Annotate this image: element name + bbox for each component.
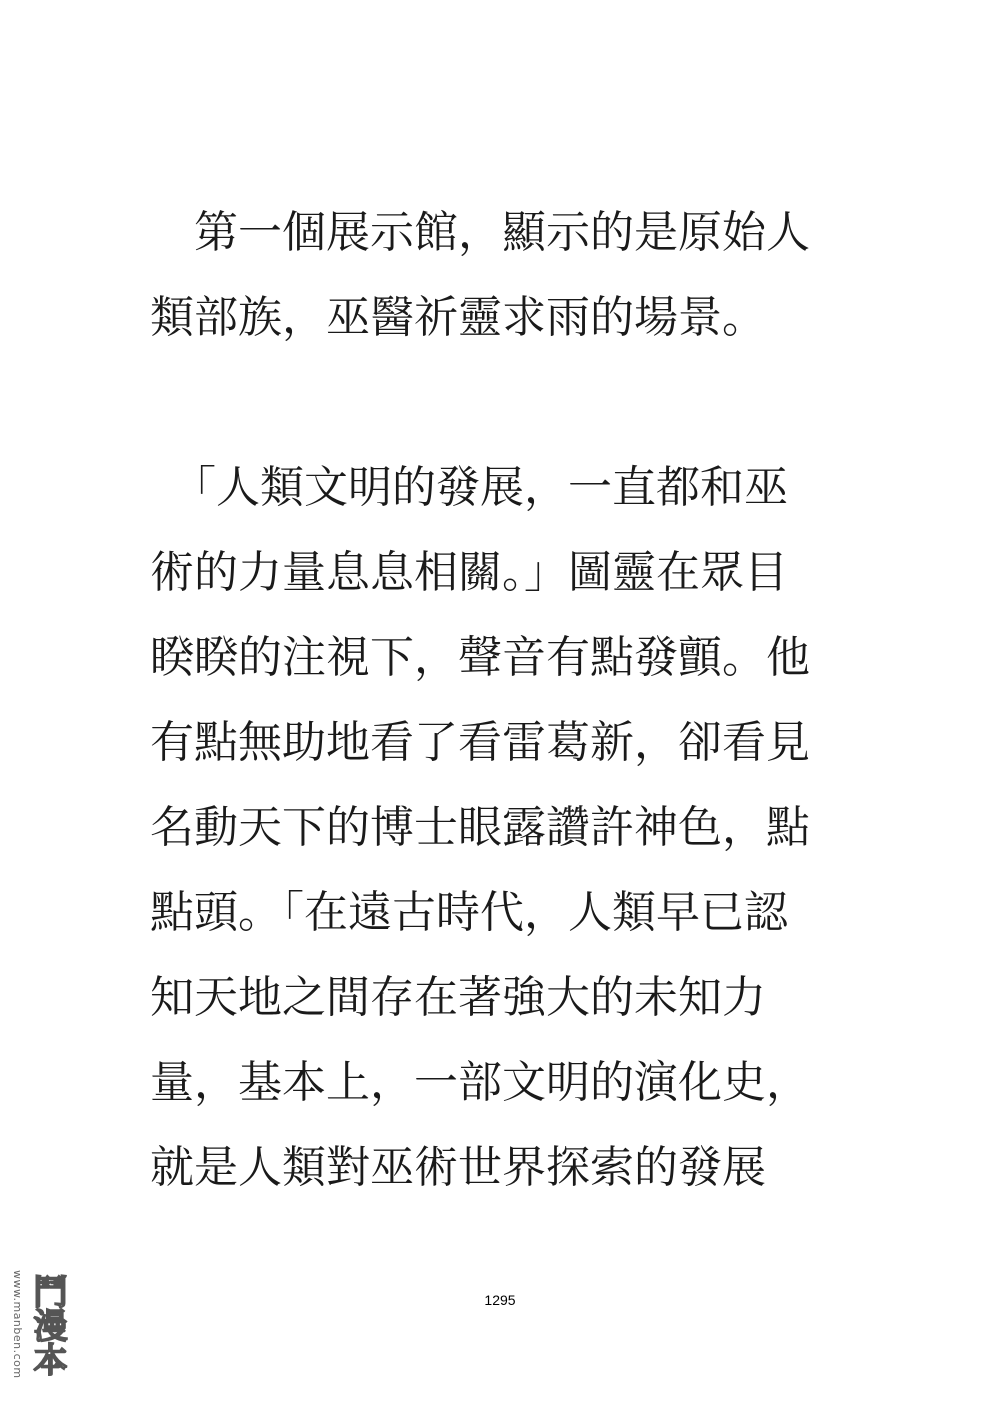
text-line: 名動天下的博士眼露讚許神色，點 bbox=[150, 802, 810, 853]
paragraph-2 bbox=[150, 445, 870, 1210]
watermark bbox=[8, 1242, 66, 1407]
paragraph-1 bbox=[150, 190, 870, 360]
text-line: 「人類文明的發展，一直都和巫 bbox=[150, 462, 788, 513]
text-line: 睽睽的注視下，聲音有點發顫。他 bbox=[150, 632, 810, 683]
watermark-logo: 鬥漫本 bbox=[27, 1273, 67, 1376]
page-number: 1295 bbox=[484, 1292, 516, 1308]
body-text bbox=[150, 190, 870, 1210]
text-line: 類部族，巫醫祈靈求雨的場景。 bbox=[150, 292, 766, 343]
watermark-url: www.manben.com bbox=[11, 1270, 24, 1379]
text-line: 量，基本上，一部文明的演化史， bbox=[150, 1057, 810, 1108]
paragraph-gap bbox=[150, 360, 870, 445]
text-line: 術的力量息息相關。」圖靈在眾目 bbox=[150, 547, 788, 598]
text-line: 點頭。「在遠古時代，人類早已認 bbox=[150, 887, 788, 938]
text-line: 就是人類對巫術世界探索的發展 bbox=[150, 1142, 766, 1193]
text-line: 第一個展示館，顯示的是原始人 bbox=[150, 207, 810, 258]
text-line: 知天地之間存在著強大的未知力 bbox=[150, 972, 766, 1023]
text-line: 有點無助地看了看雷葛新，卻看見 bbox=[150, 717, 810, 768]
